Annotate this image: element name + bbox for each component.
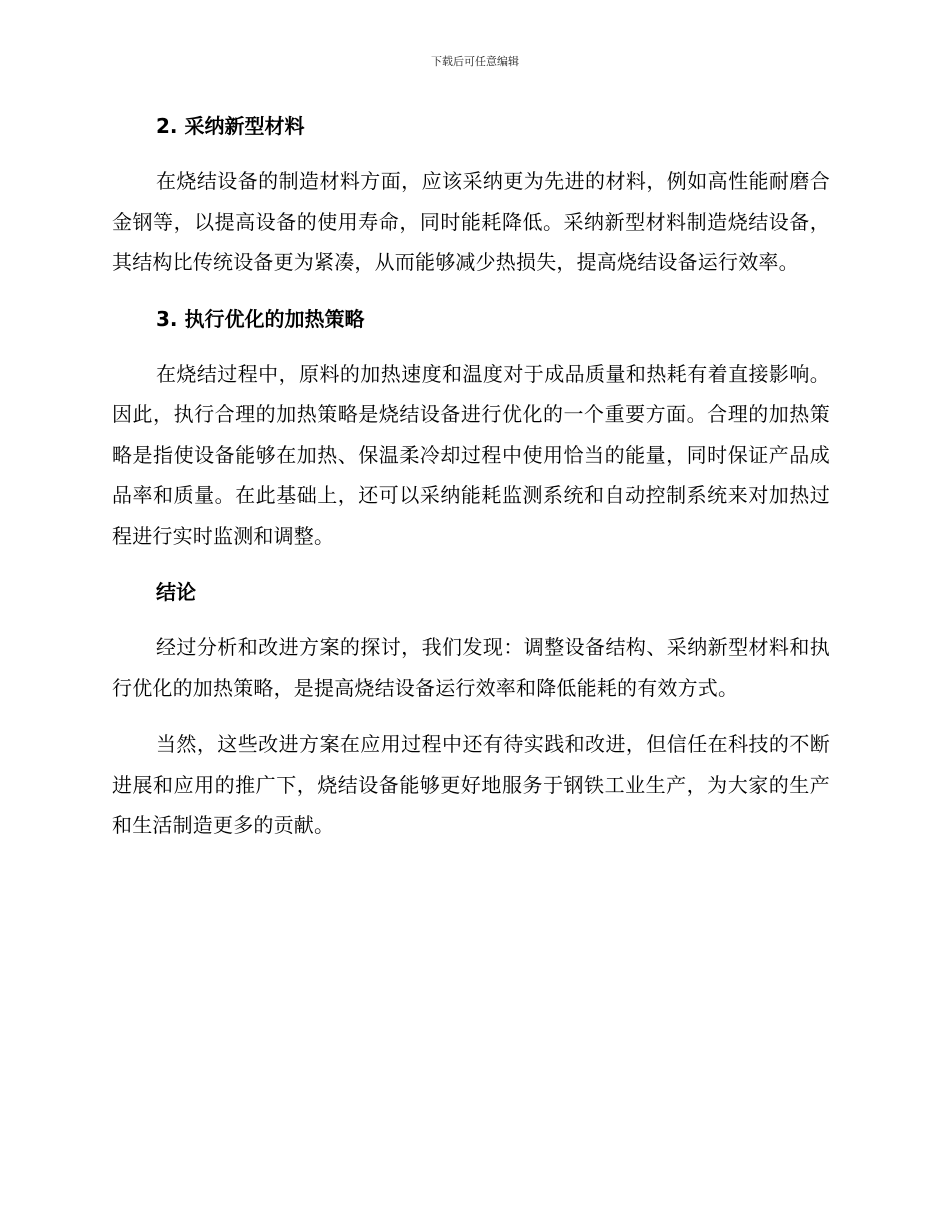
paragraph-new-materials: 在烧结设备的制造材料方面，应该采纳更为先进的材料，例如高性能耐磨合金钢等，以提高设备的使用寿命，同时能耗降低。采纳新型材料制造烧结设备，其结构比传统设备更为紧凑，从而能够减少热损失，提高烧结设备运行效率。	[112, 169, 830, 274]
paragraph-conclusion-2: 当然，这些改进方案在应用过程中还有待实践和改进，但信任在科技的不断进展和应用的推广下，烧结设备能够更好地服务于钢铁工业生产，为大家的生产和生活制造更多的贡献。	[112, 732, 830, 837]
page-header: 下载后可任意编辑	[431, 55, 519, 68]
paragraph-conclusion-1: 经过分析和改进方案的探讨，我们发现：调整设备结构、采纳新型材料和执行优化的加热策略，是提高烧结设备运行效率和降低能耗的有效方式。	[112, 635, 830, 700]
paragraph-heating-strategy: 在烧结过程中，原料的加热速度和温度对于成品质量和热耗有着直接影响。因此，执行合理的加热策略是烧结设备进行优化的一个重要方面。合理的加热策略是指使设备能够在加热、保温柔冷却过程中使用恰当的能量，同时保证产品成品率和质量。在此基础上，还可以采纳能耗监测系统和自动控制系统来对加热过程进行实时监测和调整。	[112, 361, 830, 548]
document-body	[112, 106, 830, 846]
section-heading-conclusion: 结论	[156, 580, 196, 604]
section-heading-heating-strategy: 3. 执行优化的加热策略	[156, 306, 365, 331]
section-heading-new-materials: 2. 采纳新型材料	[156, 114, 305, 138]
